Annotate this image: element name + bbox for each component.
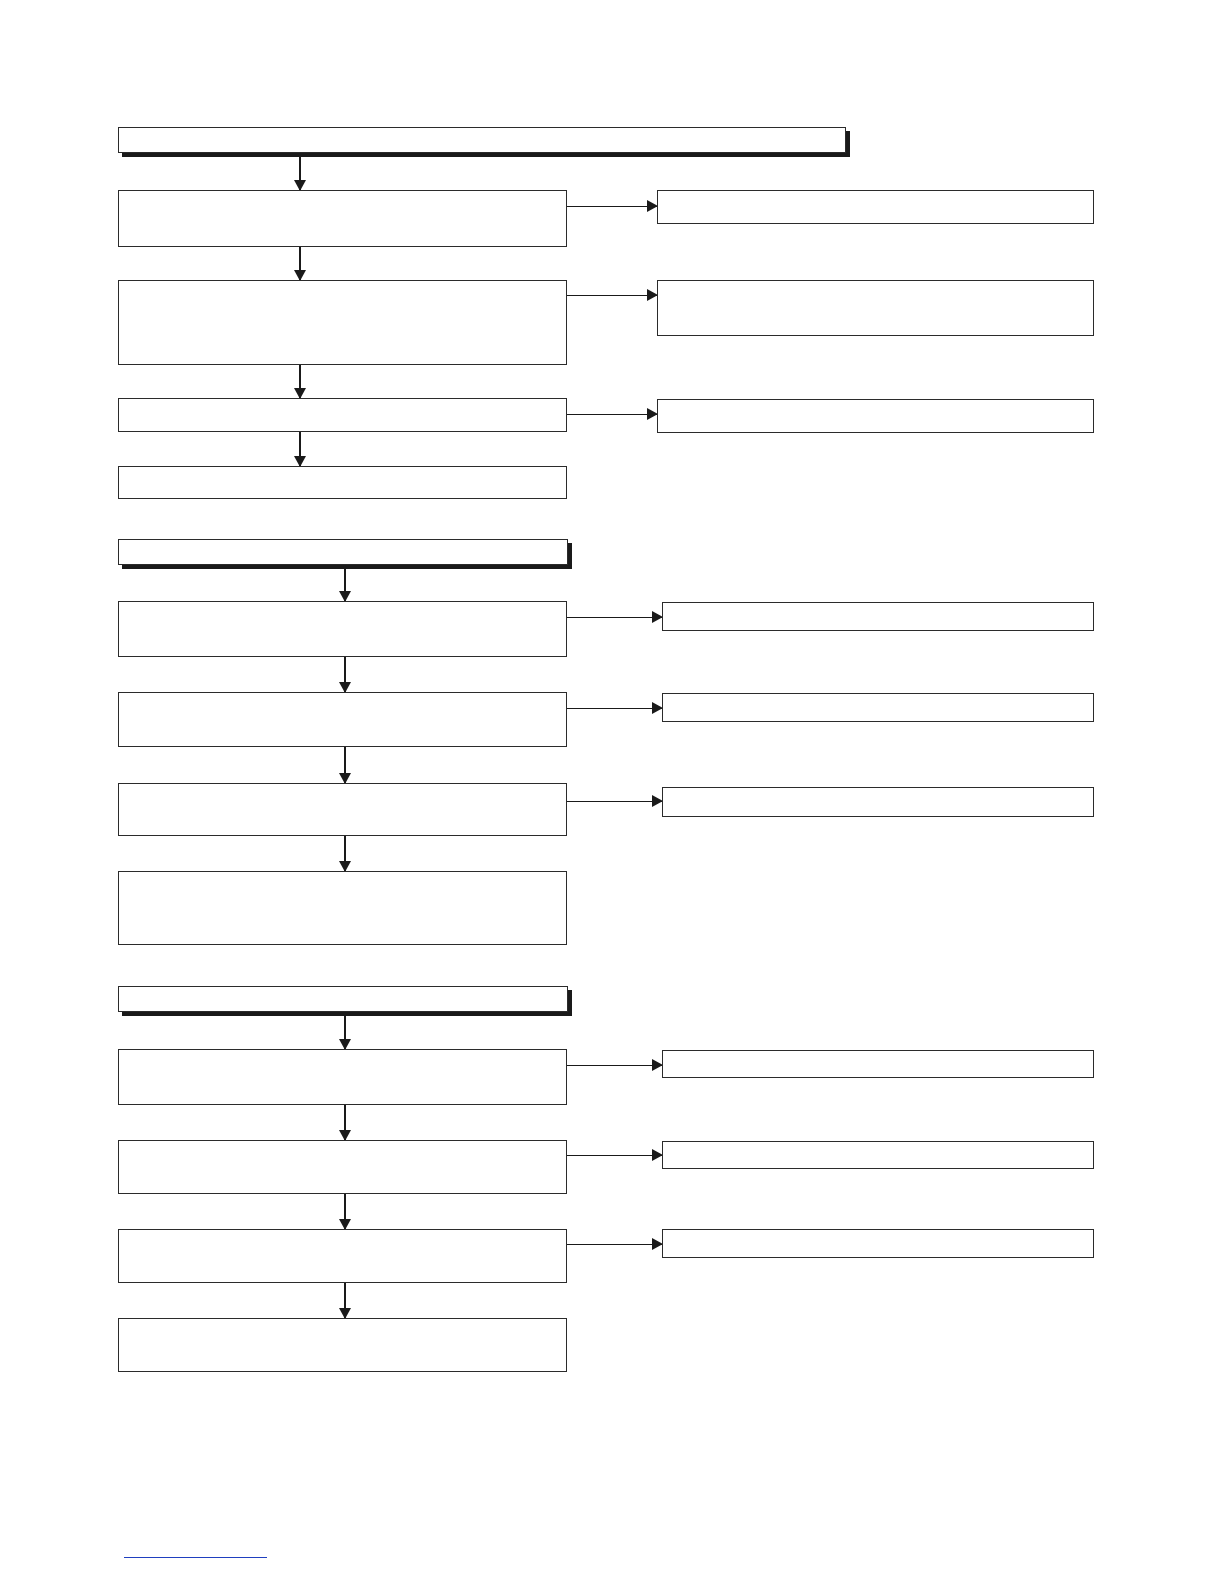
arrow-s1-step1-to-step2 bbox=[299, 247, 301, 280]
section-1-result-2 bbox=[657, 280, 1094, 336]
arrow-s1-step3-to-result bbox=[567, 414, 657, 415]
section-3-step-3 bbox=[118, 1229, 567, 1283]
footer-link[interactable] bbox=[124, 1557, 267, 1558]
section-3-step-2 bbox=[118, 1140, 567, 1194]
section-2-step-2 bbox=[118, 692, 567, 747]
section-3-step-4 bbox=[118, 1318, 567, 1372]
arrow-s1-header-to-step1 bbox=[299, 155, 301, 190]
arrow-s2-step2-to-step3 bbox=[344, 747, 346, 783]
arrow-s1-step1-to-result bbox=[567, 206, 657, 207]
section-1-header bbox=[118, 127, 846, 153]
section-1-step-3 bbox=[118, 398, 567, 432]
arrow-s2-step1-to-step2 bbox=[344, 657, 346, 692]
section-3-header bbox=[118, 986, 568, 1012]
section-2-result-2 bbox=[662, 693, 1094, 722]
section-1-result-3 bbox=[657, 399, 1094, 433]
section-3-result-3 bbox=[662, 1229, 1094, 1258]
arrow-s3-step3-to-step4 bbox=[344, 1283, 346, 1318]
arrow-s3-step2-to-result bbox=[567, 1155, 662, 1156]
section-1-step-2 bbox=[118, 280, 567, 365]
section-3-step-1 bbox=[118, 1049, 567, 1105]
section-2-result-1 bbox=[662, 602, 1094, 631]
arrow-s1-step2-to-result bbox=[567, 295, 657, 296]
section-1-result-1 bbox=[657, 190, 1094, 224]
section-2-step-4 bbox=[118, 871, 567, 945]
section-1-step-4 bbox=[118, 466, 567, 499]
arrow-s2-step3-to-result bbox=[567, 801, 662, 802]
section-2-step-1 bbox=[118, 601, 567, 657]
arrow-s1-step2-to-step3 bbox=[299, 365, 301, 398]
section-2-step-3 bbox=[118, 783, 567, 836]
arrow-s3-step1-to-result bbox=[567, 1065, 662, 1066]
section-3-result-2 bbox=[662, 1141, 1094, 1169]
arrow-s2-step1-to-result bbox=[567, 617, 662, 618]
arrow-s1-step3-to-step4 bbox=[299, 432, 301, 466]
arrow-s3-step2-to-step3 bbox=[344, 1194, 346, 1229]
section-2-header bbox=[118, 539, 568, 565]
arrow-s2-header-to-step1 bbox=[344, 567, 346, 601]
arrow-s2-step3-to-step4 bbox=[344, 836, 346, 871]
arrow-s3-step3-to-result bbox=[567, 1244, 662, 1245]
arrow-s3-step1-to-step2 bbox=[344, 1105, 346, 1140]
section-1-step-1 bbox=[118, 190, 567, 247]
section-2-result-3 bbox=[662, 787, 1094, 817]
arrow-s2-step2-to-result bbox=[567, 708, 662, 709]
arrow-s3-header-to-step1 bbox=[344, 1014, 346, 1049]
section-3-result-1 bbox=[662, 1050, 1094, 1078]
